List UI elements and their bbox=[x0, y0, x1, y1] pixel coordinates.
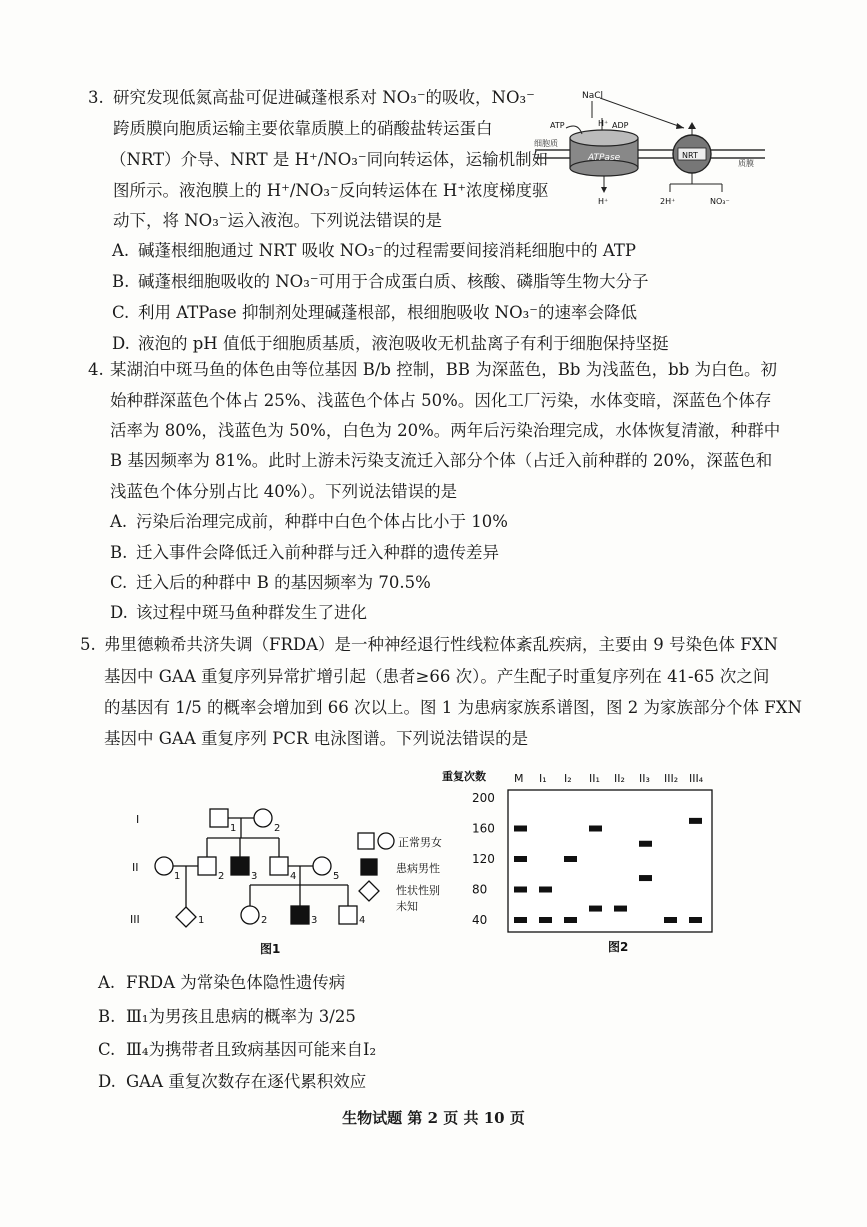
q4-option-b-letter: B. bbox=[110, 543, 128, 562]
q3-option-d: 液泡的 pH 值低于细胞质基质，液泡吸收无机盐离子有利于细胞保持坚挺 bbox=[138, 334, 669, 353]
legend-unknown-2: 未知 bbox=[396, 900, 418, 913]
gel-band bbox=[639, 875, 652, 881]
gel-lane-label: I₁ bbox=[539, 772, 547, 785]
atpase-protein bbox=[570, 130, 638, 176]
gel-band bbox=[514, 826, 527, 832]
two-h-label: 2H⁺ bbox=[660, 197, 676, 206]
gel-frame bbox=[508, 790, 712, 932]
fig1-caption: 图1 bbox=[260, 942, 281, 956]
nrt-label: NRT bbox=[682, 151, 698, 160]
gel-band bbox=[689, 818, 702, 824]
q3-option-a: 碱蓬根细胞通过 NRT 吸收 NO₃⁻的过程需要间接消耗细胞中的 ATP bbox=[138, 241, 636, 260]
gel-tick-label: 200 bbox=[472, 791, 495, 805]
q4-option-c-letter: C. bbox=[110, 573, 128, 592]
q5-line-1: 弗里德赖希共济失调（FRDA）是一种神经退行性线粒体紊乱疾病，主要由 9 号染色体 FXN bbox=[104, 635, 778, 654]
gel-tick-label: 40 bbox=[472, 913, 488, 927]
legend-affected-male: 患病男性 bbox=[396, 862, 440, 875]
q4-option-d: 该过程中斑马鱼种群发生了进化 bbox=[136, 603, 367, 622]
q5-line-4: 基因中 GAA 重复序列 PCR 电泳图谱。下列说法错误的是 bbox=[104, 729, 529, 748]
q3-line-3: （NRT）介导、NRT 是 H⁺/NO₃⁻同向转运体，运输机制如 bbox=[110, 150, 549, 169]
q5-number: 5. bbox=[80, 635, 96, 654]
gel-band bbox=[564, 917, 577, 923]
q5-option-b-letter: B. bbox=[98, 1007, 116, 1026]
gel-lane-label: I₂ bbox=[564, 772, 572, 785]
ind-II-1: 1 bbox=[174, 871, 181, 882]
q4-line-4: B 基因频率为 81%。此时上游未污染支流迁入部分个体（占迁入前种群的 20%，深蓝色和 bbox=[110, 451, 773, 470]
q4-line-1: 某湖泊中斑马鱼的体色由等位基因 B/b 控制，BB 为深蓝色，Bb 为浅蓝色，bb 为白色。初 bbox=[110, 360, 778, 379]
gel-band bbox=[589, 826, 602, 832]
q3-line-5: 动下，将 NO₃⁻运入液泡。下列说法错误的是 bbox=[113, 211, 443, 230]
gen-label-1: I bbox=[136, 813, 140, 826]
q3-option-c-letter: C. bbox=[112, 303, 130, 322]
gel-lane-label: M bbox=[514, 772, 524, 785]
gel-band bbox=[564, 856, 577, 862]
atp-label: ATP bbox=[550, 121, 565, 130]
q4-line-5: 浅蓝色个体分别占比 40%）。下列说法错误的是 bbox=[110, 482, 458, 501]
figure-left-label: 细胞质 bbox=[534, 139, 558, 148]
q4-line-2: 始种群深蓝色个体占 25%、浅蓝色个体占 50%。因化工厂污染，水体变暗，深蓝色个体存 bbox=[110, 391, 772, 410]
q5-option-a: FRDA 为常染色体隐性遗传病 bbox=[126, 973, 346, 992]
q5-line-2: 基因中 GAA 重复序列异常扩增引起（患者≥66 次）。产生配子时重复序列在 41-65 次之间 bbox=[104, 667, 770, 686]
gel-lane-label: II₂ bbox=[614, 772, 625, 785]
q5-line-3: 的基因有 1/5 的概率会增加到 66 次以上。图 1 为患病家族系谱图，图 2 为家族部分个体 FXN bbox=[104, 698, 802, 717]
q5-option-d-letter: D. bbox=[98, 1072, 116, 1091]
h-top-label: H⁺ bbox=[598, 119, 609, 128]
figure-right-label: 质膜 bbox=[738, 159, 754, 168]
ind-III-1: 1 bbox=[198, 915, 205, 926]
q3-line-4: 图所示。液泡膜上的 H⁺/NO₃⁻反向转运体在 H⁺浓度梯度驱 bbox=[113, 181, 549, 200]
gel-lane-label: II₁ bbox=[589, 772, 600, 785]
ind-III-4: 4 bbox=[359, 915, 366, 926]
q5-option-c-letter: C. bbox=[98, 1040, 116, 1059]
gel-band bbox=[539, 887, 552, 893]
gel-band bbox=[539, 917, 552, 923]
gel-band bbox=[689, 917, 702, 923]
gel-lane-label: III₂ bbox=[664, 772, 679, 785]
gel-tick-label: 80 bbox=[472, 882, 488, 897]
legend-normal: 正常男女 bbox=[398, 836, 442, 849]
fig2-caption: 图2 bbox=[608, 940, 629, 954]
atpase-label: ATPase bbox=[588, 153, 621, 163]
gen-label-2: II bbox=[132, 861, 139, 874]
gel-tick-label: 160 bbox=[472, 821, 495, 836]
nrt-protein bbox=[673, 135, 711, 173]
q3-option-d-letter: D. bbox=[112, 334, 130, 353]
q4-line-3: 活率为 80%，浅蓝色为 50%，白色为 20%。两年后污染治理完成，水体恢复清澈，种群中 bbox=[110, 421, 781, 440]
q4-number: 4. bbox=[88, 360, 104, 379]
gel-figure bbox=[430, 766, 720, 966]
ind-I-2: 2 bbox=[274, 823, 281, 834]
h-bottom-label: H⁺ bbox=[598, 197, 609, 206]
page-footer: 生物试题 第 2 页 共 10 页 bbox=[342, 1109, 525, 1127]
legend-unknown-1: 性状性别 bbox=[396, 884, 440, 897]
q5-option-b: Ⅲ₁为男孩且患病的概率为 3/25 bbox=[126, 1007, 356, 1026]
q3-line-1: 研究发现低氮高盐可促进碱蓬根系对 NO₃⁻的吸收，NO₃⁻ bbox=[113, 88, 535, 107]
nacl-label: NaCl bbox=[582, 91, 604, 101]
gel-band bbox=[614, 906, 627, 912]
q4-option-a: 污染后治理完成前，种群中白色个体占比小于 10% bbox=[136, 512, 508, 531]
q5-option-a-letter: A. bbox=[98, 973, 116, 992]
gel-lane-label: III₄ bbox=[689, 772, 704, 785]
gel-band bbox=[589, 906, 602, 912]
q3-option-b-letter: B. bbox=[112, 272, 130, 291]
ind-II-2: 2 bbox=[218, 871, 225, 882]
q4-option-c: 迁入后的种群中 B 的基因频率为 70.5% bbox=[136, 573, 431, 592]
gel-band bbox=[514, 887, 527, 893]
q3-transport-figure bbox=[530, 88, 770, 218]
q3-option-b: 碱蓬根细胞吸收的 NO₃⁻可用于合成蛋白质、核酸、磷脂等生物大分子 bbox=[138, 272, 649, 291]
q3-option-c: 利用 ATPase 抑制剂处理碱蓬根部，根细胞吸收 NO₃⁻的速率会降低 bbox=[138, 303, 637, 322]
q3-line-2: 跨质膜向胞质运输主要依靠质膜上的硝酸盐转运蛋白 bbox=[113, 119, 493, 138]
gel-band bbox=[514, 917, 527, 923]
no3-label: NO₃⁻ bbox=[710, 197, 730, 206]
gen-label-3: III bbox=[130, 913, 140, 926]
gel-lane-label: II₃ bbox=[639, 772, 650, 785]
q4-option-d-letter: D. bbox=[110, 603, 128, 622]
gel-band bbox=[514, 856, 527, 862]
q4-option-b: 迁入事件会降低迁入前种群与迁入种群的遗传差异 bbox=[136, 543, 499, 562]
ind-II-3: 3 bbox=[251, 871, 258, 882]
adp-label: ADP bbox=[612, 121, 629, 130]
q3-option-a-letter: A. bbox=[112, 241, 130, 260]
q4-option-a-letter: A. bbox=[110, 512, 128, 531]
ind-I-1: 1 bbox=[230, 823, 237, 834]
ind-II-5: 5 bbox=[333, 871, 340, 882]
ind-II-4: 4 bbox=[290, 871, 297, 882]
q3-number: 3. bbox=[88, 88, 104, 107]
q5-option-c: Ⅲ₄为携带者且致病基因可能来自Ⅰ₂ bbox=[126, 1040, 377, 1059]
gel-band bbox=[639, 841, 652, 847]
q5-option-d: GAA 重复次数存在逐代累积效应 bbox=[126, 1072, 367, 1091]
ind-III-3: 3 bbox=[311, 915, 318, 926]
gel-band bbox=[664, 917, 677, 923]
pedigree-figure bbox=[120, 795, 480, 960]
gel-tick-label: 120 bbox=[472, 852, 495, 866]
gel-y-title: 重复次数 bbox=[442, 770, 486, 783]
ind-III-2: 2 bbox=[261, 915, 268, 926]
